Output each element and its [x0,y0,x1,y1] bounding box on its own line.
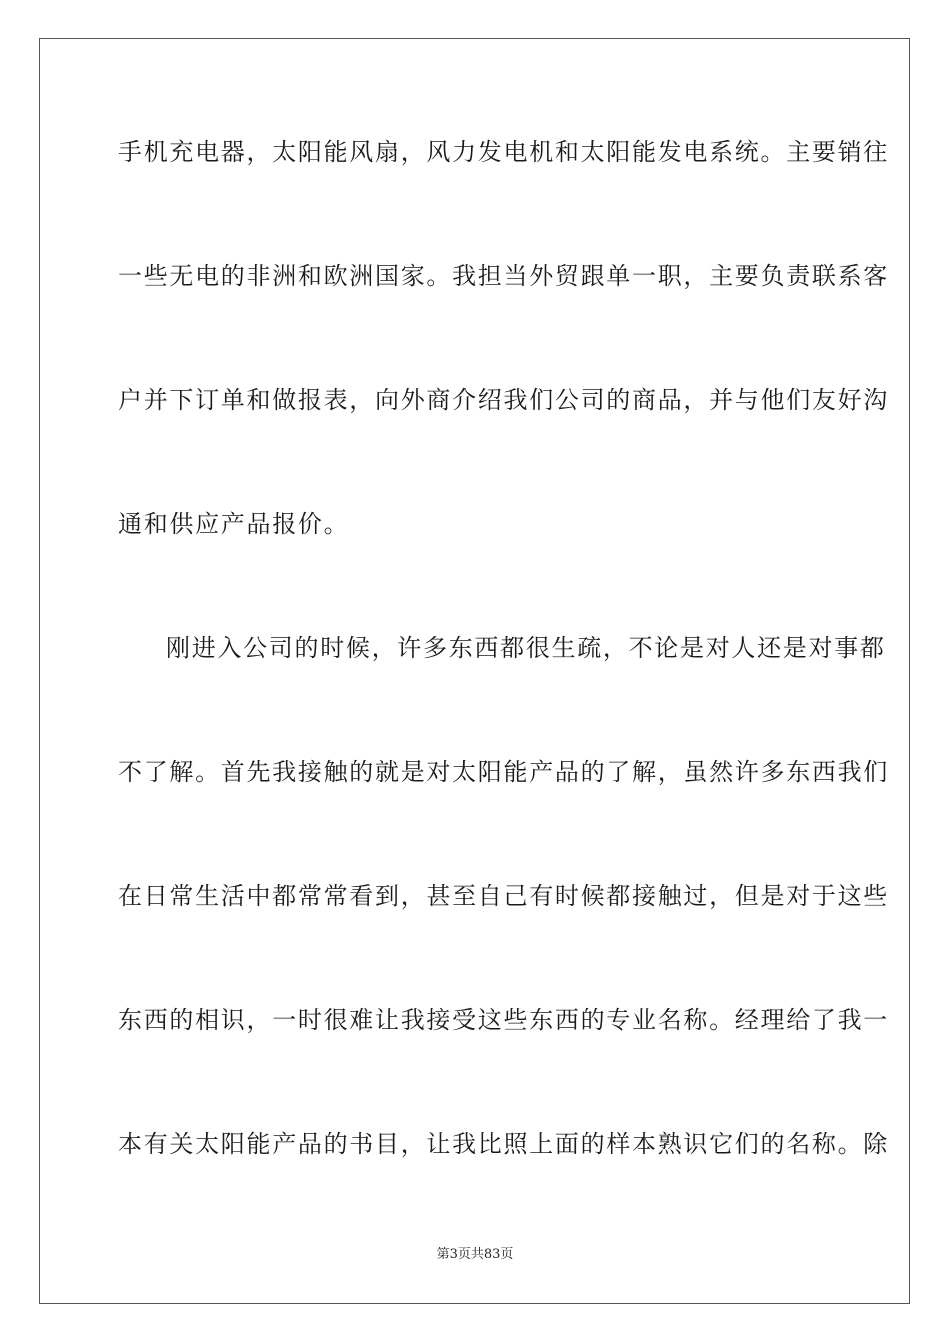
page-footer [0,1246,950,1264]
text-line: 东西的相识，一时很难让我接受这些东西的专业名称。经理给了我一 [118,1006,889,1034]
text-line: 一些无电的非洲和欧洲国家。我担当外贸跟单一职，主要负责联系客 [118,262,889,290]
text-line: 在日常生活中都常常看到，甚至自己有时候都接触过，但是对于这些 [118,882,889,910]
text-line: 户并下订单和做报表，向外商介绍我们公司的商品，并与他们友好沟 [118,386,889,414]
paragraph-first-line: 刚进入公司的时候，许多东西都很生疏，不论是对人还是对事都 [166,634,886,662]
page-total: 共83页 [470,1247,514,1262]
text-line: 不了解。首先我接触的就是对太阳能产品的了解，虽然许多东西我们 [118,758,889,786]
text-line: 通和供应产品报价。 [118,510,350,538]
text-line: 手机充电器，太阳能风扇，风力发电机和太阳能发电系统。主要销往 [118,138,889,166]
page-number: 第3页 [436,1247,471,1262]
text-line: 本有关太阳能产品的书目，让我比照上面的样本熟识它们的名称。除 [118,1130,889,1158]
page-border [39,38,910,1304]
